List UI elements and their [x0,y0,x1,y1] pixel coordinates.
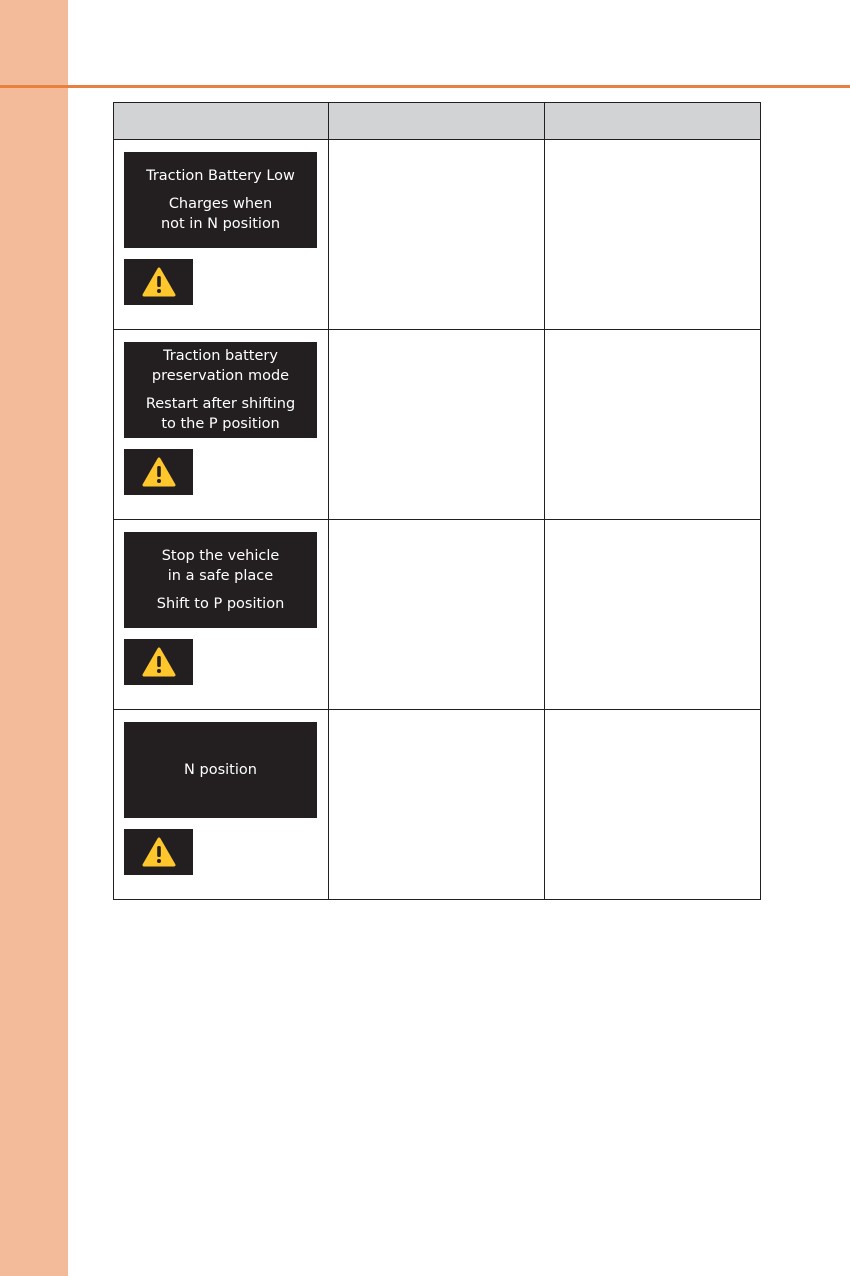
side-band [0,0,68,1276]
display-text: not in N position [160,216,281,232]
display-text: Restart after shifting [145,396,296,412]
explanation-cell [329,710,545,900]
table-row [114,710,761,900]
display-text: Shift to P position [156,596,285,612]
table-header-cell [329,103,545,140]
display-text: in a safe place [167,568,274,584]
table-row [114,520,761,710]
display-cell [114,140,329,330]
table-header-cell [545,103,761,140]
action-cell [545,140,761,330]
multi-info-display-message [124,152,317,248]
display-cell [114,520,329,710]
table-header-row [114,103,761,140]
warning-triangle-icon [124,829,193,875]
display-text: Stop the vehicle [161,548,280,564]
display-text: N position [184,762,257,778]
display-text: Traction Battery Low [146,168,295,184]
warning-message-table [113,102,761,900]
table-row [114,330,761,520]
table-row [114,140,761,330]
explanation-cell [329,140,545,330]
action-cell [545,520,761,710]
multi-info-display-message [124,722,317,818]
display-cell [114,330,329,520]
warning-triangle-icon [124,639,193,685]
table-header-cell [114,103,329,140]
multi-info-display-message [124,532,317,628]
multi-info-display-message [124,342,317,438]
explanation-cell [329,520,545,710]
display-text: Charges when [168,196,273,212]
display-cell [114,710,329,900]
explanation-cell [329,330,545,520]
action-cell [545,330,761,520]
warning-triangle-icon [124,449,193,495]
display-text: Traction battery [163,348,278,364]
action-cell [545,710,761,900]
display-text: to the P position [161,416,280,432]
display-text: preservation mode [151,368,290,384]
warning-triangle-icon [124,259,193,305]
header-rule [0,85,850,88]
